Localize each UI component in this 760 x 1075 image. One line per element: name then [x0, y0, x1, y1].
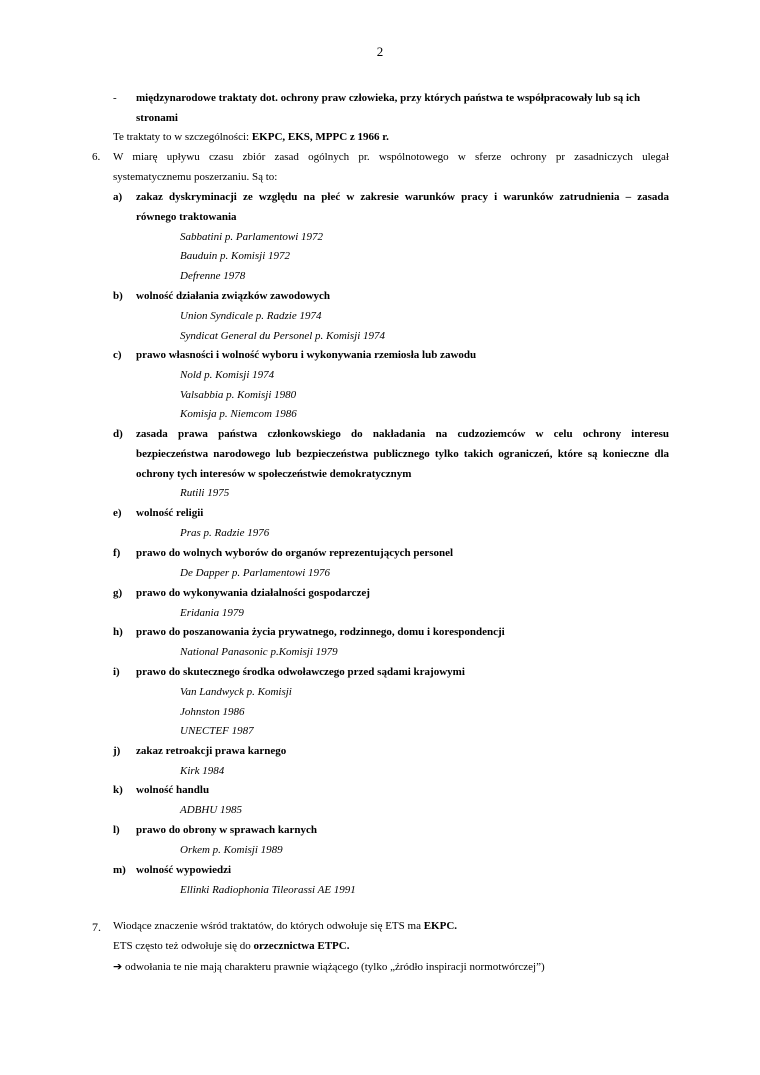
item-heading-line: zakaz dyskryminacji ze względu na płeć w zakresie warunków pracy i warunków zatrudnienia – zasada — [136, 191, 669, 203]
item-letter: c) — [113, 349, 122, 361]
case-citation: Valsabbia p. Komisji 1980 — [180, 388, 297, 401]
intro-bullet: - — [113, 92, 117, 104]
item-heading-line: wolność handlu — [136, 784, 210, 796]
item-letter: f) — [113, 547, 121, 559]
item-letter: a) — [113, 191, 123, 203]
case-citation: De Dapper p. Parlamentowi 1976 — [180, 566, 331, 579]
case-citation: Eridania 1979 — [180, 606, 244, 619]
item-heading-line: prawo do poszanowania życia prywatnego, rodzinnego, domu i korespondencji — [136, 626, 505, 638]
case-citation: Ellinki Radiophonia Tileorassi AE 1991 — [180, 883, 356, 896]
case-citation: Syndicat General du Personel p. Komisji 1974 — [180, 329, 386, 342]
item-letter: i) — [113, 666, 120, 678]
item-heading-line: wolność wypowiedzi — [136, 864, 232, 876]
treaties-line — [113, 131, 389, 144]
item-heading-line: wolność działania związków zawodowych — [136, 290, 331, 302]
treaties-prefix: Te traktaty to w szczególności: — [113, 131, 252, 143]
case-citation: Defrenne 1978 — [180, 270, 246, 283]
point-7-line-1 — [113, 920, 457, 933]
item-heading-line: zakaz retroakcji prawa karnego — [136, 745, 287, 757]
case-citation: Rutili 1975 — [180, 487, 230, 500]
item-letter: d) — [113, 428, 123, 440]
arrow-right-icon: ➔ — [113, 960, 123, 973]
item-heading-line: bezpieczeństwa narodowego lub bezpieczeństwa publicznego tylko takich ograniczeń, które są konieczne dla — [136, 447, 669, 460]
item-heading-line: równego traktowania — [136, 210, 237, 223]
item-heading-line: prawo do wolnych wyborów do organów reprezentujących personel — [136, 547, 454, 559]
point-7-etpc: orzecznictwa ETPC. — [253, 940, 350, 952]
item-letter: m) — [113, 864, 126, 876]
case-citation: National Panasonic p.Komisji 1979 — [180, 645, 338, 658]
point-7-line-2-text: ETS często też odwołuje się do — [113, 940, 254, 952]
case-citation: Orkem p. Komisji 1989 — [180, 843, 283, 856]
case-citation: Union Syndicale p. Radzie 1974 — [180, 309, 322, 322]
item-heading-line: wolność religii — [136, 507, 204, 519]
item-letter: j) — [113, 745, 121, 757]
case-citation: ADBHU 1985 — [180, 803, 243, 816]
point-7-line-3-text: odwołania te nie mają charakteru prawnie wiążącego (tylko „źródło inspiracji normotwórczej”) — [124, 961, 545, 973]
item-letter: k) — [113, 784, 123, 796]
treaties-list: EKPC, EKS, MPPC z 1966 r. — [251, 131, 389, 143]
point-7-line-3 — [113, 960, 545, 974]
point-6-line-1: W miarę upływu czasu zbiór zasad ogólnych pr. wspólnotowego w sferze ochrony pr zasadniczych ulegał — [113, 151, 669, 163]
item-letter: g) — [113, 587, 123, 599]
intro-line-1: międzynarodowe traktaty dot. ochrony praw człowieka, przy których państwa te współpracowały lub są ich — [136, 92, 641, 104]
case-citation: UNECTEF 1987 — [180, 725, 254, 738]
point-7-line-1-text: Wiodące znaczenie wśród traktatów, do których odwołuje się ETS ma — [113, 920, 424, 932]
point-6-line-2: systematycznemu poszerzaniu. Są to: — [113, 171, 278, 183]
item-heading-line: prawo własności i wolność wyboru i wykonywania rzemiosła lub zawodu — [136, 349, 477, 361]
point-7-number: 7. — [92, 920, 101, 934]
item-heading-line: prawo do obrony w sprawach karnych — [136, 824, 318, 836]
case-citation: Kirk 1984 — [180, 764, 225, 777]
item-letter: h) — [113, 626, 123, 638]
item-heading-line: prawo do wykonywania działalności gospodarczej — [136, 587, 370, 599]
case-citation: Nold p. Komisji 1974 — [180, 368, 275, 381]
case-citation: Komisja p. Niemcom 1986 — [180, 408, 297, 421]
item-letter: e) — [113, 507, 122, 519]
item-heading-line: prawo do skutecznego środka odwoławczego przed sądami krajowymi — [136, 666, 465, 678]
case-citation: Bauduin p. Komisji 1972 — [180, 250, 291, 263]
item-letter: b) — [113, 290, 123, 302]
page-number: 2 — [376, 44, 384, 59]
item-heading-line: zasada prawa państwa członkowskiego do nakładania na cudzoziemców w celu ochrony interesu — [136, 428, 669, 440]
case-citation: Johnston 1986 — [180, 705, 245, 718]
case-citation: Sabbatini p. Parlamentowi 1972 — [180, 230, 323, 243]
intro-line-2: stronami — [136, 112, 178, 124]
point-7-ekpc: EKPC. — [423, 920, 458, 932]
item-heading-line: ochrony tych interesów w społeczeństwie demokratycznym — [136, 467, 412, 480]
item-letter: l) — [113, 824, 120, 836]
case-citation: Pras p. Radzie 1976 — [180, 526, 270, 539]
case-citation: Van Landwyck p. Komisji — [180, 685, 292, 698]
point-6-number: 6. — [92, 151, 101, 163]
point-7-line-2 — [113, 940, 349, 953]
